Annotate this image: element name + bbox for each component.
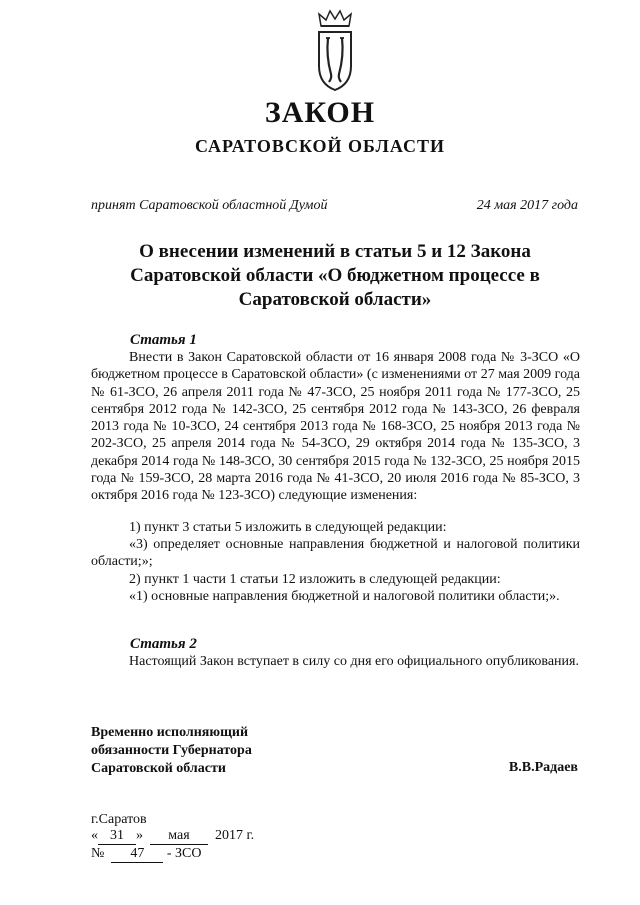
date-day: 31 xyxy=(98,828,136,845)
article-1-intro: Внести в Закон Саратовской области от 16 января 2008 года № 3-ЗСО «О бюджетном процессе в Саратовской области» (с изменениями от 27 мая 2009 года № 61-ЗСО, 26 апреля 2011 года № 47-ЗСО, 25 ноября 2011 года № 177-ЗСО, 25 сентября 2012 года № 142-ЗСО, 25 сентября 2012 года № 143-ЗСО, 26 февраля 2013 года № 10-ЗСО, 24 сентября 2013 года № 168-ЗСО, 25 ноября 2013 года № 202-ЗСО, 25 апреля 2014 года № 54-ЗСО, 29 октября 2014 года № 135-ЗСО, 3 декабря 2014 года № 148-ЗСО, 30 сентября 2015 года № 132-ЗСО, 25 ноября 2015 года № 159-ЗСО, 28 марта 2016 года № 41-ЗСО, 20 июля 2016 года № 85-ЗСО, 3 октября 2016 года № 123-ЗСО) следующие изменения: xyxy=(91,350,580,504)
law-number: 47 xyxy=(111,846,163,863)
article-1-item-1: 1) пункт 3 статьи 5 изложить в следующей редакции: xyxy=(129,520,447,535)
article-1-item-2: 2) пункт 1 части 1 статьи 12 изложить в следующей редакции: xyxy=(129,572,501,587)
article-1-title: Статья 1 xyxy=(130,332,197,348)
region-subtitle: САРАТОВСКОЙ ОБЛАСТИ xyxy=(194,136,446,156)
date-month: мая xyxy=(150,828,208,845)
law-number-suffix: - ЗСО xyxy=(166,846,202,861)
signature-line-3: Саратовской области xyxy=(91,761,226,776)
signature-line-1: Временно исполняющий xyxy=(91,725,249,740)
law-title: ЗАКОН xyxy=(264,96,376,129)
signer-name: В.В.Радаев xyxy=(508,760,578,775)
signature-line-2: обязанности Губернатора xyxy=(91,743,252,758)
coat-of-arms-icon xyxy=(313,8,357,92)
article-2-text: Настоящий Закон вступает в силу со дня его официального опубликования. xyxy=(129,654,579,669)
adopted-date: 24 мая 2017 года xyxy=(476,198,578,213)
place: г.Саратов xyxy=(91,812,147,827)
date-year: 2017 г. xyxy=(215,828,255,843)
article-1-item-1-text: «3) определяет основные направления бюджетной и налоговой политики области;»; xyxy=(91,537,580,570)
number-line: № 47 - ЗСО xyxy=(91,846,202,861)
article-1-item-2-text: «1) основные направления бюджетной и налоговой политики области;». xyxy=(129,589,560,604)
adopted-by: принят Саратовской областной Думой xyxy=(91,198,328,213)
signature-title xyxy=(91,724,252,778)
article-2-title: Статья 2 xyxy=(130,636,197,652)
document-heading: О внесении изменений в статьи 5 и 12 Закона Саратовской области «О бюджетном процессе в Саратовской области» xyxy=(130,241,540,310)
date-line: « 31 » мая 2017 г. xyxy=(91,828,255,843)
